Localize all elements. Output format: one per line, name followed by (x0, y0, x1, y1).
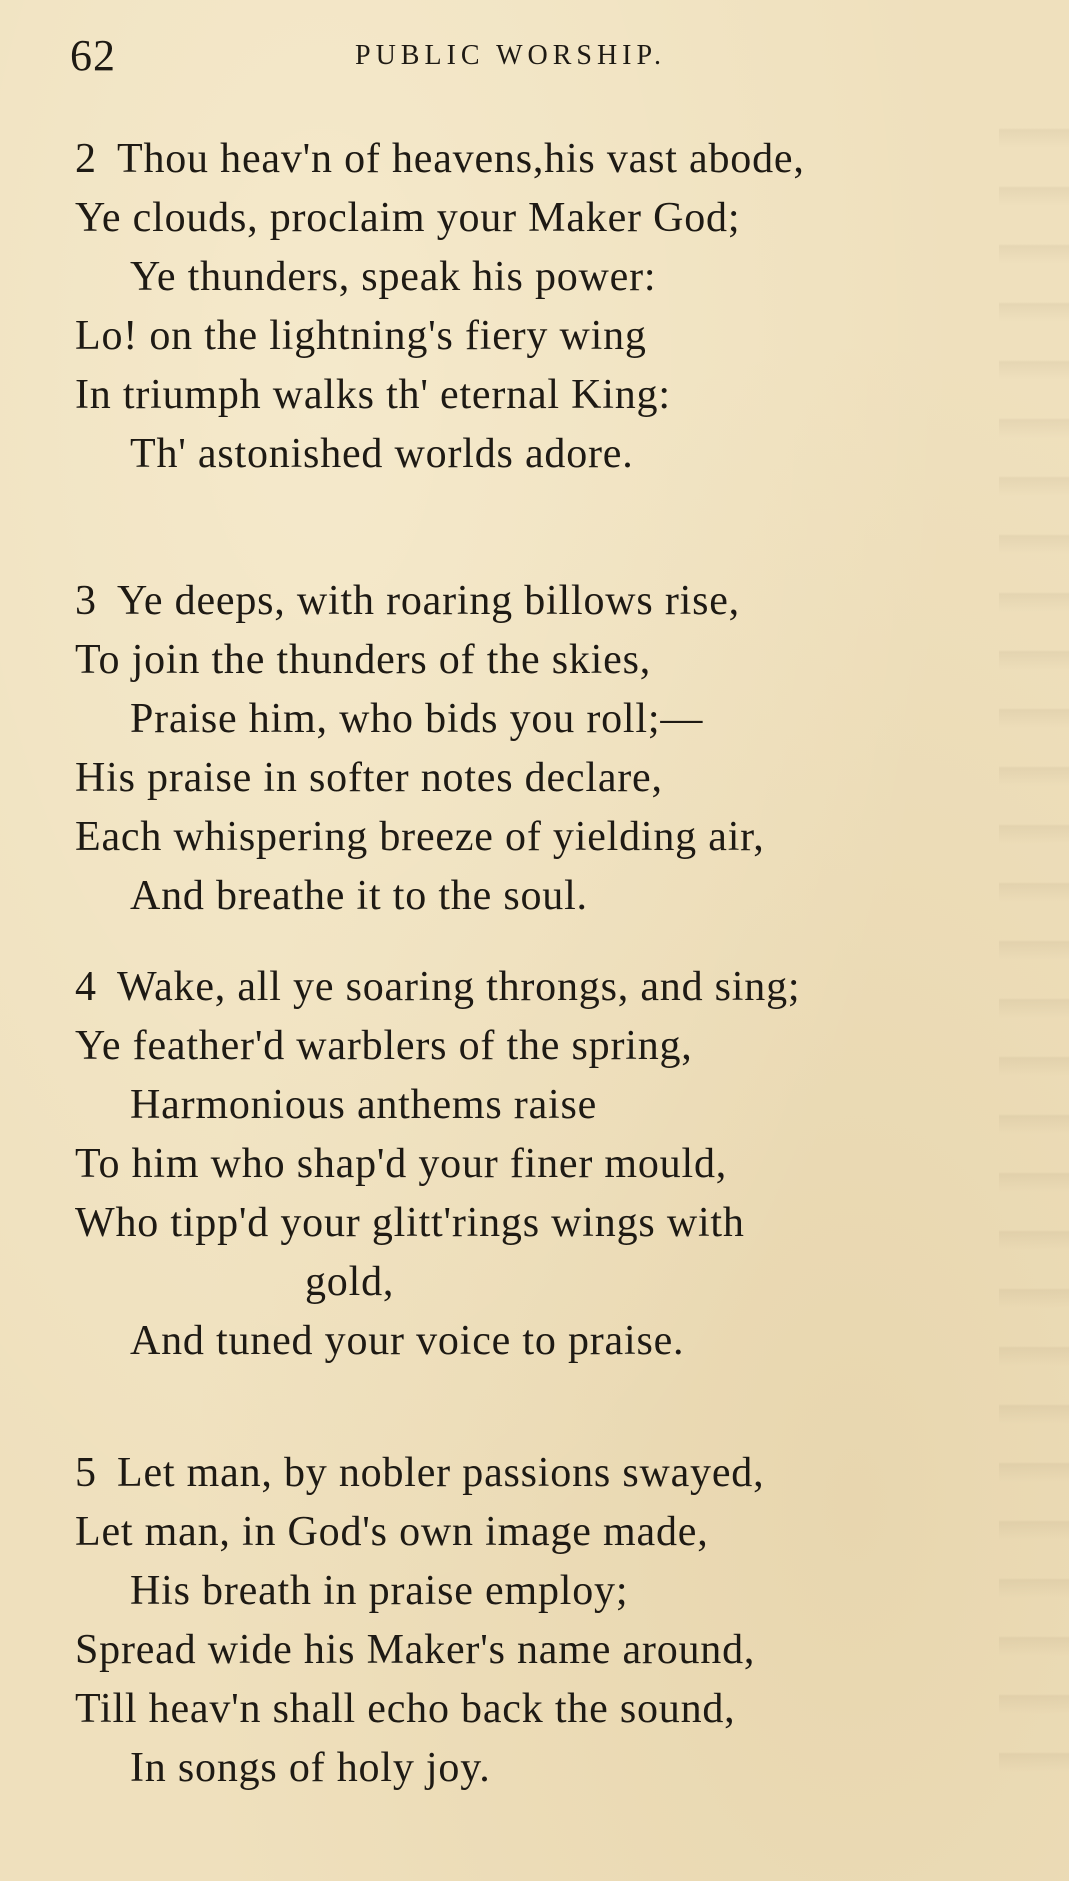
stanza-line (75, 130, 805, 189)
stanza-line (75, 572, 765, 631)
line-text: Praise him, who bids you roll;— (130, 696, 704, 742)
line-text: His breath in praise employ; (130, 1568, 629, 1614)
bleed-through-shadow (999, 90, 1069, 1790)
line-text: gold, (305, 1259, 395, 1305)
page-number: 62 (70, 31, 116, 80)
line-text: In songs of holy joy. (130, 1745, 491, 1791)
line-text: Who tipp'd your glitt'rings wings with (75, 1200, 745, 1246)
stanza-number: 3 (75, 578, 97, 624)
line-text: Lo! on the lightning's fiery wing (75, 313, 647, 359)
running-title: PUBLIC WORSHIP. (355, 40, 666, 71)
stanza-4 (75, 958, 800, 1371)
stanza-line (75, 1444, 764, 1503)
page-header (70, 30, 1029, 80)
stanza-number: 5 (75, 1450, 97, 1496)
stanza-3 (75, 572, 765, 926)
stanza-2 (75, 130, 805, 484)
line-text: Ye clouds, proclaim your Maker God; (75, 195, 741, 241)
stanza-number: 2 (75, 136, 97, 182)
line-text: Till heav'n shall echo back the sound, (75, 1686, 736, 1732)
line-text: Wake, all ye soaring throngs, and sing; (117, 964, 801, 1010)
stanza-number: 4 (75, 964, 97, 1010)
stanza-5 (75, 1444, 764, 1798)
line-text: And breathe it to the soul. (130, 873, 588, 919)
line-text: Ye thunders, speak his power: (130, 254, 657, 300)
line-text: To him who shap'd your finer mould, (75, 1141, 728, 1187)
line-text: Each whispering breeze of yielding air, (75, 814, 765, 860)
line-text: Spread wide his Maker's name around, (75, 1627, 756, 1673)
line-text: Ye feather'd warblers of the spring, (75, 1023, 693, 1069)
line-text: His praise in softer notes declare, (75, 755, 663, 801)
line-text: Thou heav'n of heavens,his vast abode, (117, 136, 805, 182)
line-text: Harmonious anthems raise (130, 1082, 598, 1128)
line-text: Let man, in God's own image made, (75, 1509, 709, 1555)
line-text: Let man, by nobler passions swayed, (117, 1450, 765, 1496)
line-text: Ye deeps, with roaring billows rise, (117, 578, 740, 624)
line-text: And tuned your voice to praise. (130, 1318, 685, 1364)
line-text: To join the thunders of the skies, (75, 637, 652, 683)
line-text: In triumph walks th' eternal King: (75, 372, 671, 418)
stanza-line (75, 958, 800, 1017)
line-text: Th' astonished worlds adore. (130, 431, 634, 477)
